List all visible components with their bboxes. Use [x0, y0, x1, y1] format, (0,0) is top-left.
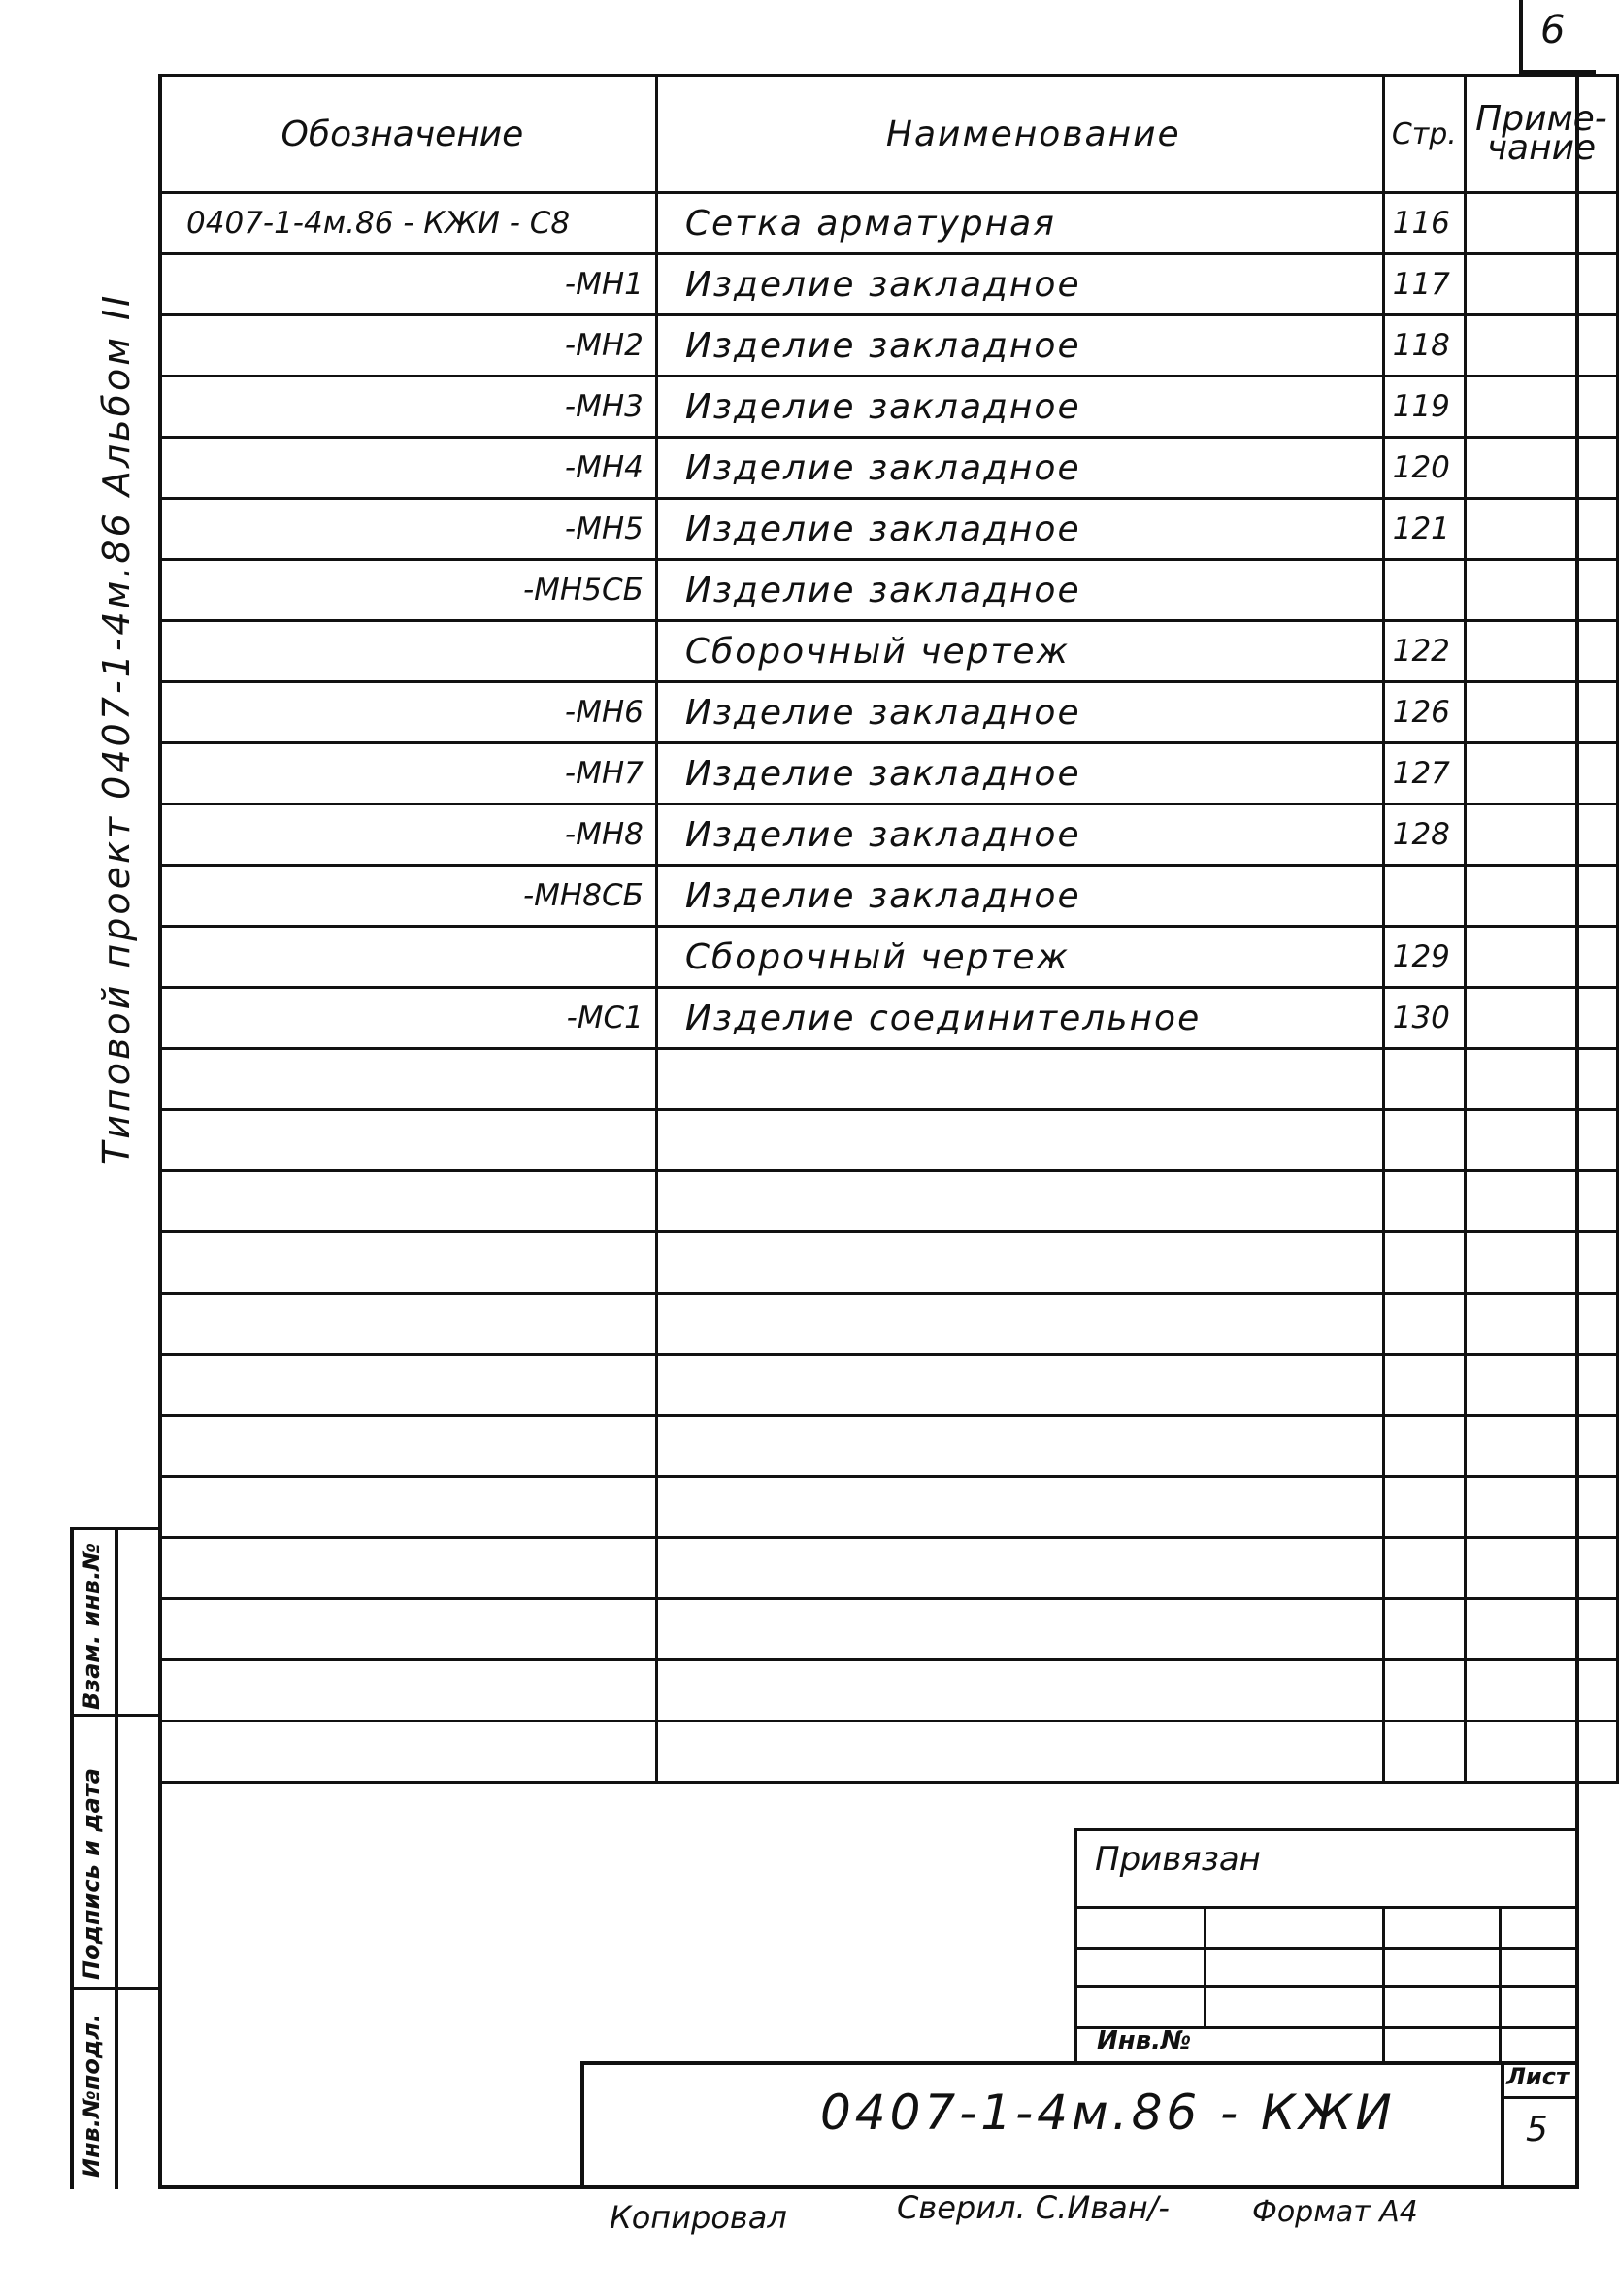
table-row: [160, 1294, 1618, 1355]
page-cell: 130: [1383, 988, 1465, 1049]
name-cell: [656, 1660, 1383, 1722]
name-cell: [656, 1049, 1383, 1110]
note-cell: [1465, 621, 1617, 682]
note-cell: [1465, 1294, 1617, 1355]
note-cell: [1465, 1538, 1617, 1599]
page-cell: [1383, 1110, 1465, 1171]
designation-cell: -МН2: [160, 315, 657, 377]
footer-kopiroval: Копировал: [610, 2199, 787, 2236]
note-cell: [1465, 866, 1617, 927]
designation-cell: -МН6: [160, 682, 657, 743]
privyazan-line3: [1074, 1985, 1578, 1988]
table-row: [160, 1416, 1618, 1477]
table-row: [160, 499, 1618, 560]
note-cell: [1465, 254, 1617, 315]
page-cell: [1383, 1416, 1465, 1477]
header-note: Приме- чание: [1465, 76, 1617, 193]
stamp-podpis-data: Подпись и дата: [78, 1768, 105, 1980]
code-box-left: [580, 2061, 584, 2189]
table-row: [160, 1538, 1618, 1599]
name-cell: [656, 1355, 1383, 1416]
frame-bottom: [158, 2185, 1579, 2189]
designation-cell: [160, 1110, 657, 1171]
table-row: [160, 377, 1618, 438]
note-cell: [1465, 1722, 1617, 1783]
page-cell: [1383, 560, 1465, 621]
name-cell: [656, 1538, 1383, 1599]
privyazan-line1: [1074, 1906, 1578, 1909]
page-cell: 122: [1383, 621, 1465, 682]
designation-cell: -МН8СБ: [160, 866, 657, 927]
table-row: [160, 438, 1618, 499]
note-cell: [1465, 988, 1617, 1049]
left-stamp-sep2: [70, 1987, 162, 1990]
designation-cell: -МН8: [160, 804, 657, 866]
note-cell: [1465, 1171, 1617, 1232]
table-row: [160, 193, 1618, 254]
page-cell: 117: [1383, 254, 1465, 315]
name-cell: [656, 1110, 1383, 1171]
name-cell: Изделие закладное: [656, 377, 1383, 438]
page-cell: [1383, 1599, 1465, 1660]
note-cell: [1465, 1477, 1617, 1538]
designation-cell: -МН7: [160, 743, 657, 804]
table-row: [160, 254, 1618, 315]
designation-cell: [160, 1416, 657, 1477]
designation-cell: 0407-1-4м.86 - КЖИ - С8: [160, 193, 657, 254]
table-row: [160, 1049, 1618, 1110]
designation-cell: -МН3: [160, 377, 657, 438]
table-row: [160, 621, 1618, 682]
privyazan-box-top: [1074, 1828, 1578, 1831]
page-cell: [1383, 1722, 1465, 1783]
page-cell: 128: [1383, 804, 1465, 866]
privyazan-label: Привязан: [1095, 1840, 1261, 1879]
name-cell: Изделие соединительное: [656, 988, 1383, 1049]
inv-no-label: Инв.№: [1097, 2026, 1192, 2055]
designation-cell: -МН1: [160, 254, 657, 315]
designation-cell: [160, 1171, 657, 1232]
designation-cell: [160, 1477, 657, 1538]
designation-cell: [160, 1538, 657, 1599]
name-cell: Изделие закладное: [656, 743, 1383, 804]
specification-table: [158, 74, 1619, 1784]
note-cell: [1465, 1110, 1617, 1171]
name-cell: Изделие закладное: [656, 438, 1383, 499]
note-cell: [1465, 804, 1617, 866]
table-row: [160, 1599, 1618, 1660]
designation-cell: [160, 927, 657, 988]
note-cell: [1465, 743, 1617, 804]
note-cell: [1465, 377, 1617, 438]
page-cell: 127: [1383, 743, 1465, 804]
page-cell: 120: [1383, 438, 1465, 499]
stamp-inv-podl: Инв.№подл.: [78, 2014, 105, 2178]
footer-format: Формат А4: [1252, 2195, 1418, 2229]
page-cell: [1383, 1049, 1465, 1110]
page-cell: [1383, 1355, 1465, 1416]
table-row: [160, 927, 1618, 988]
name-cell: [656, 1294, 1383, 1355]
page-cell: 129: [1383, 927, 1465, 988]
note-cell: [1465, 315, 1617, 377]
table-row: [160, 804, 1618, 866]
name-cell: [656, 1599, 1383, 1660]
name-cell: [656, 1232, 1383, 1294]
table-row: [160, 1355, 1618, 1416]
page-cell: 118: [1383, 315, 1465, 377]
name-cell: [656, 1722, 1383, 1783]
page-cell: [1383, 1660, 1465, 1722]
stamp-vzam-inv: Взам. инв.№: [78, 1542, 105, 1710]
designation-cell: -МН5СБ: [160, 560, 657, 621]
list-sep: [1501, 2096, 1578, 2099]
table-row: [160, 1722, 1618, 1783]
designation-cell: -МС1: [160, 988, 657, 1049]
table-row: [160, 1477, 1618, 1538]
left-stamp-sep1: [70, 1714, 162, 1717]
designation-cell: [160, 1599, 657, 1660]
note-cell: [1465, 193, 1617, 254]
note-cell: [1465, 1599, 1617, 1660]
name-cell: [656, 1416, 1383, 1477]
privyazan-col3: [1499, 1906, 1502, 2065]
designation-cell: [160, 621, 657, 682]
page-cell: [1383, 1477, 1465, 1538]
left-stamp-outer: [70, 1527, 74, 2189]
list-label: Лист: [1506, 2063, 1569, 2090]
designation-cell: -МН5: [160, 499, 657, 560]
table-row: [160, 988, 1618, 1049]
name-cell: Изделие закладное: [656, 804, 1383, 866]
page-cell: [1383, 866, 1465, 927]
table-row: [160, 1232, 1618, 1294]
code-box-right-sep: [1501, 2061, 1504, 2189]
table-row: [160, 866, 1618, 927]
table-row: [160, 1110, 1618, 1171]
page-cell: 116: [1383, 193, 1465, 254]
table-row: [160, 560, 1618, 621]
table-header-row: [160, 76, 1618, 193]
left-stamp-inner: [115, 1527, 118, 2189]
header-designation: Обозначение: [160, 76, 657, 193]
designation-cell: [160, 1355, 657, 1416]
sheet-number: 6: [1540, 8, 1566, 52]
page-cell: 126: [1383, 682, 1465, 743]
name-cell: Сборочный чертеж: [656, 621, 1383, 682]
table-row: [160, 743, 1618, 804]
designation-cell: -МН4: [160, 438, 657, 499]
page-cell: 121: [1383, 499, 1465, 560]
privyazan-col2: [1382, 1906, 1385, 2065]
page-cell: [1383, 1538, 1465, 1599]
code-box-top: [580, 2061, 1578, 2065]
name-cell: Изделие закладное: [656, 254, 1383, 315]
page-cell: [1383, 1171, 1465, 1232]
header-name: Наименование: [656, 76, 1383, 193]
note-cell: [1465, 1660, 1617, 1722]
name-cell: Изделие закладное: [656, 682, 1383, 743]
note-cell: [1465, 560, 1617, 621]
name-cell: Изделие закладное: [656, 315, 1383, 377]
designation-cell: [160, 1722, 657, 1783]
name-cell: Изделие закладное: [656, 866, 1383, 927]
list-number: 5: [1526, 2110, 1548, 2149]
designation-cell: [160, 1294, 657, 1355]
note-cell: [1465, 1416, 1617, 1477]
privyazan-line2: [1074, 1947, 1578, 1950]
name-cell: [656, 1477, 1383, 1538]
note-cell: [1465, 682, 1617, 743]
page-cell: [1383, 1294, 1465, 1355]
side-title: Типовой проект 0407-1-4м.86 Альбом II: [95, 292, 138, 1164]
designation-cell: [160, 1232, 657, 1294]
table-row: [160, 682, 1618, 743]
designation-cell: [160, 1049, 657, 1110]
designation-cell: [160, 1660, 657, 1722]
note-cell: [1465, 1355, 1617, 1416]
table-row: [160, 315, 1618, 377]
page-cell: 119: [1383, 377, 1465, 438]
footer-sveril: Сверил. С.Иван/-: [897, 2189, 1170, 2226]
note-cell: [1465, 499, 1617, 560]
note-cell: [1465, 438, 1617, 499]
left-stamp-top: [70, 1527, 162, 1530]
page-cell: [1383, 1232, 1465, 1294]
note-cell: [1465, 1232, 1617, 1294]
note-cell: [1465, 1049, 1617, 1110]
name-cell: Сетка арматурная: [656, 193, 1383, 254]
table-row: [160, 1660, 1618, 1722]
document-code: 0407-1-4м.86 - КЖИ: [820, 2084, 1396, 2141]
privyazan-col1: [1204, 1906, 1206, 2026]
name-cell: Сборочный чертеж: [656, 927, 1383, 988]
note-cell: [1465, 927, 1617, 988]
table-row: [160, 1171, 1618, 1232]
header-page: Стр.: [1383, 76, 1465, 193]
name-cell: [656, 1171, 1383, 1232]
name-cell: Изделие закладное: [656, 560, 1383, 621]
name-cell: Изделие закладное: [656, 499, 1383, 560]
